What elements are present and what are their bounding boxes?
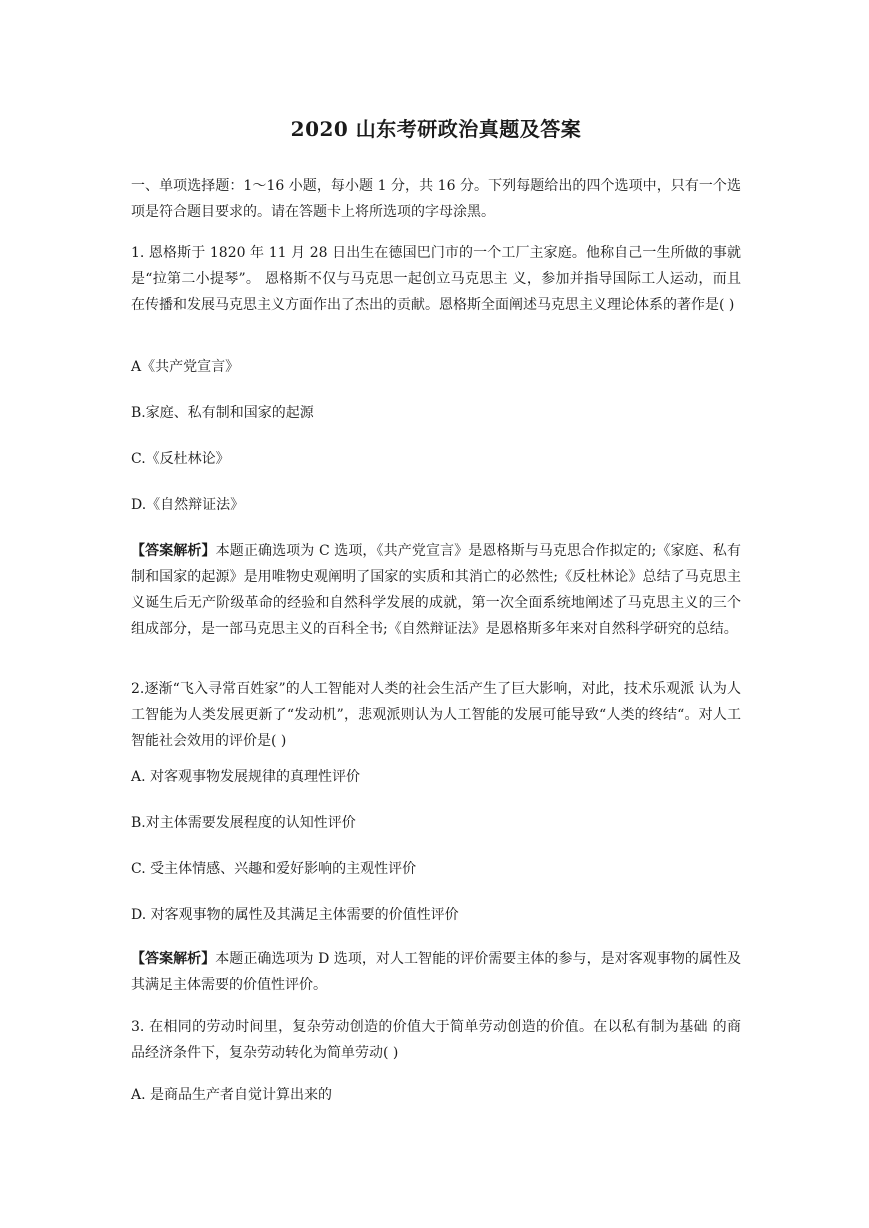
answer-label: 【答案解析】 [131, 543, 216, 559]
question-1-option-b: B.家庭、私有制和国家的起源 [131, 405, 314, 421]
document-title: 2020 山东考研政治真题及答案 [290, 117, 582, 141]
question-1-stem: 1. 恩格斯于 1820 年 11 月 28 日出生在德国巴门市的一个工厂主家庭。他称自己一生所做的事就是“拉第二小提琴”。 恩格斯不仅与马克思一起创立马克思主 义，参加并指导国际工人运动，而且在传播和发展马克思主义方面作出了杰出的贡献。恩格斯全面阐述马克思主义理论体系的著作是( ) [131, 245, 741, 313]
section-intro: 一、单项选择题：1～16 小题，每小题 1 分，共 16 分。下列每题给出的四个选项中，只有一个选项是符合题目要求的。请在答题卡上将所选项的字母涂黑。 [131, 178, 741, 220]
question-1-option-c: C.《反杜林论》 [131, 451, 230, 467]
question-2-option-d: D. 对客观事物的属性及其满足主体需要的价值性评价 [131, 907, 459, 923]
question-3-option-a: A. 是商品生产者自觉计算出来的 [131, 1087, 333, 1103]
question-3-stem: 3. 在相同的劳动时间里，复杂劳动创造的价值大于简单劳动创造的价值。在以私有制为基础 的商品经济条件下，复杂劳动转化为简单劳动( ) [131, 1019, 741, 1061]
question-1-option-d: D.《自然辩证法》 [131, 497, 245, 513]
question-1-option-a: A《共产党宣言》 [131, 359, 240, 375]
question-2-option-c: C. 受主体情感、兴趣和爱好影响的主观性评价 [131, 861, 417, 877]
question-2-answer [131, 946, 741, 998]
answer-text: 本题正确选项为 C 选项，《共产党宣言》是恩格斯与马克思合作拟定的;《家庭、私有制和国家的起源》是用唯物史观阐明了国家的实质和其消亡的必然性;《反杜林论》总结了马克思主义诞生后无产阶级革命的经验和自然科学发展的成就，第一次全面系统地阐述了马克思主义的三个组成部分，是一部马克思主义的百科全书;《自然辩证法》是恩格斯多年来对自然科学研究的总结。 [131, 543, 742, 637]
question-2-option-a: A. 对客观事物发展规律的真理性评价 [131, 769, 361, 785]
question-2-stem: 2.逐渐“飞入寻常百姓家”的人工智能对人类的社会生活产生了巨大影响，对此，技术乐观派 认为人工智能为人类发展更新了“发动机”，悲观派则认为人工智能的发展可能导致“人类的终结“。对人工智能社会效用的评价是( ) [131, 681, 741, 749]
answer-label: 【答案解析】 [131, 951, 216, 967]
answer-text: 本题正确选项为 D 选项，对人工智能的评价需要主体的参与，是对客观事物的属性及其满足主体需要的价值性评价。 [131, 951, 742, 993]
question-1-answer [131, 538, 741, 642]
question-2-option-b: B.对主体需要发展程度的认知性评价 [131, 815, 356, 831]
